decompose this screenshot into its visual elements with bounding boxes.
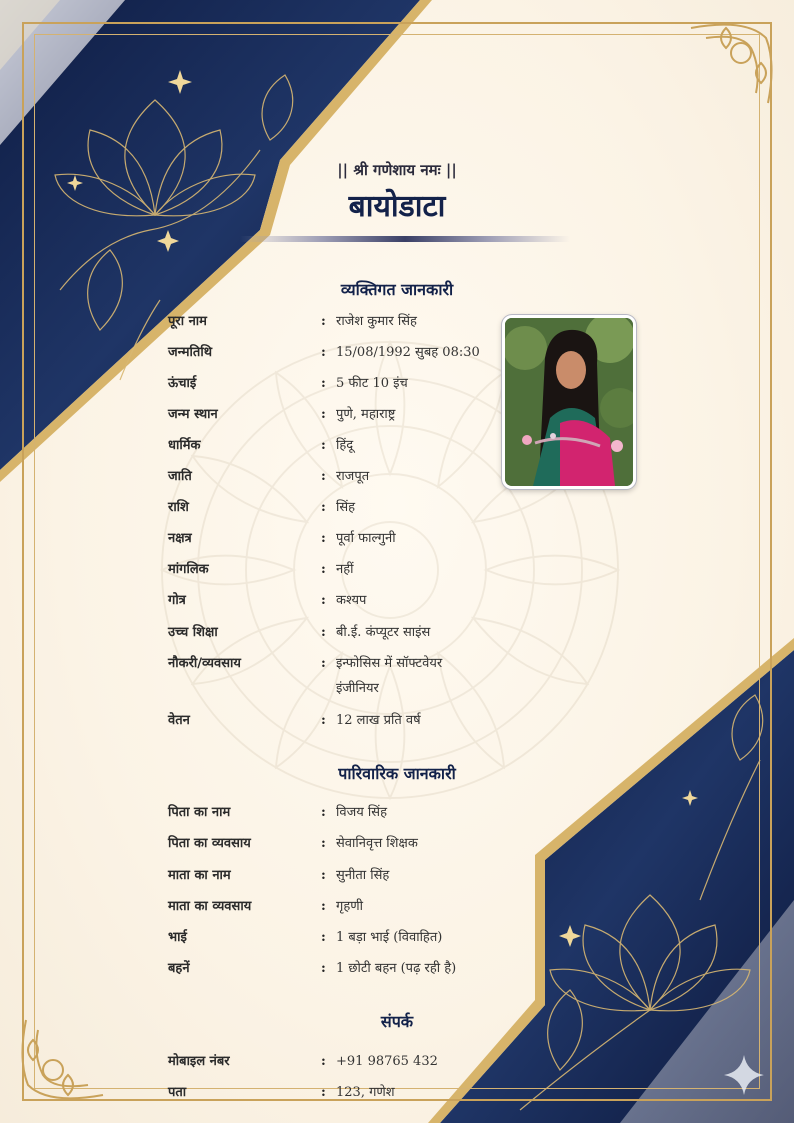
row-separator: : bbox=[321, 438, 326, 453]
row-separator: : bbox=[321, 469, 326, 484]
row-label: भाई bbox=[168, 930, 187, 945]
row-label: राशि bbox=[168, 500, 189, 515]
row-value: इन्फोसिस में सॉफ्टवेयर इंजीनियर bbox=[336, 656, 443, 696]
row-label: पता bbox=[168, 1085, 187, 1100]
row-separator: : bbox=[321, 713, 326, 728]
row-label: माता का व्यवसाय bbox=[168, 899, 252, 914]
personal-section-heading: व्यक्तिगत जानकारी bbox=[340, 280, 454, 299]
row-label: मोबाइल नंबर bbox=[168, 1054, 230, 1069]
row-value: पूर्वा फाल्गुनी bbox=[336, 531, 396, 546]
contact-section-heading: संपर्क bbox=[380, 1012, 414, 1031]
row-label: जन्म स्थान bbox=[168, 407, 218, 422]
row-separator: : bbox=[321, 562, 326, 577]
row-separator: : bbox=[321, 930, 326, 945]
row-label: उच्च शिक्षा bbox=[168, 625, 218, 640]
row-label: जन्मतिथि bbox=[168, 345, 213, 360]
row-separator: : bbox=[321, 961, 326, 976]
row-label: बहनें bbox=[168, 961, 190, 976]
row-value: 12 लाख प्रति वर्ष bbox=[336, 713, 421, 728]
row-value: राजेश कुमार सिंह bbox=[336, 314, 417, 329]
invocation-text: || श्री गणेशाय नमः || bbox=[337, 161, 457, 179]
row-separator: : bbox=[321, 407, 326, 422]
row-separator: : bbox=[321, 1054, 326, 1069]
row-separator: : bbox=[321, 868, 326, 883]
row-value: कश्यप bbox=[336, 593, 367, 608]
row-value: सेवानिवृत्त शिक्षक bbox=[336, 836, 418, 851]
row-separator: : bbox=[321, 625, 326, 640]
row-value: हिंदू bbox=[336, 438, 354, 453]
row-value: पुणे, महाराष्ट्र bbox=[336, 407, 396, 422]
row-label: ऊंचाई bbox=[168, 376, 197, 391]
row-label: माता का नाम bbox=[168, 868, 231, 883]
row-value: +91 98765 432 bbox=[336, 1054, 438, 1069]
row-separator: : bbox=[321, 376, 326, 391]
row-label: नक्षत्र bbox=[168, 531, 192, 546]
row-separator: : bbox=[321, 805, 326, 820]
page-title: बायोडाटा bbox=[348, 189, 446, 224]
row-separator: : bbox=[321, 836, 326, 851]
row-label: मांगलिक bbox=[168, 562, 209, 577]
row-label: वेतन bbox=[168, 713, 190, 728]
row-label: नौकरी/व्यवसाय bbox=[168, 656, 241, 671]
row-value: 1 बड़ा भाई (विवाहित) bbox=[336, 930, 443, 945]
row-value: गृहणी bbox=[336, 899, 363, 914]
row-label: गोत्र bbox=[168, 593, 186, 608]
row-value: 123, गणेश bbox=[336, 1085, 395, 1100]
row-separator: : bbox=[321, 593, 326, 608]
row-label: पिता का नाम bbox=[168, 805, 231, 820]
row-value: विजय सिंह bbox=[336, 805, 387, 820]
row-value: 5 फीट 10 इंच bbox=[336, 376, 408, 391]
row-separator: : bbox=[321, 345, 326, 360]
row-separator: : bbox=[321, 314, 326, 329]
row-separator: : bbox=[321, 1085, 326, 1100]
row-value: 15/08/1992 सुबह 08:30 bbox=[336, 345, 480, 360]
row-label: पूरा नाम bbox=[168, 314, 207, 329]
row-label: जाति bbox=[168, 469, 192, 484]
row-separator: : bbox=[321, 899, 326, 914]
row-label: पिता का व्यवसाय bbox=[168, 836, 251, 851]
row-separator: : bbox=[321, 656, 326, 671]
row-value: सिंह bbox=[336, 500, 356, 515]
row-label: धार्मिक bbox=[168, 438, 201, 453]
row-separator: : bbox=[321, 531, 326, 546]
row-value: नहीं bbox=[336, 562, 354, 577]
title-divider bbox=[240, 236, 570, 242]
profile-photo bbox=[502, 315, 636, 489]
row-value: 1 छोटी बहन (पढ़ रही है) bbox=[336, 961, 457, 976]
family-section-heading: पारिवारिक जानकारी bbox=[338, 764, 456, 783]
personal-row bbox=[168, 651, 508, 703]
row-value: बी.ई. कंप्यूटर साइंस bbox=[336, 625, 431, 640]
portrait-image bbox=[505, 318, 633, 486]
row-separator: : bbox=[321, 500, 326, 515]
row-value: सुनीता सिंह bbox=[336, 868, 390, 883]
row-value: राजपूत bbox=[336, 469, 370, 484]
